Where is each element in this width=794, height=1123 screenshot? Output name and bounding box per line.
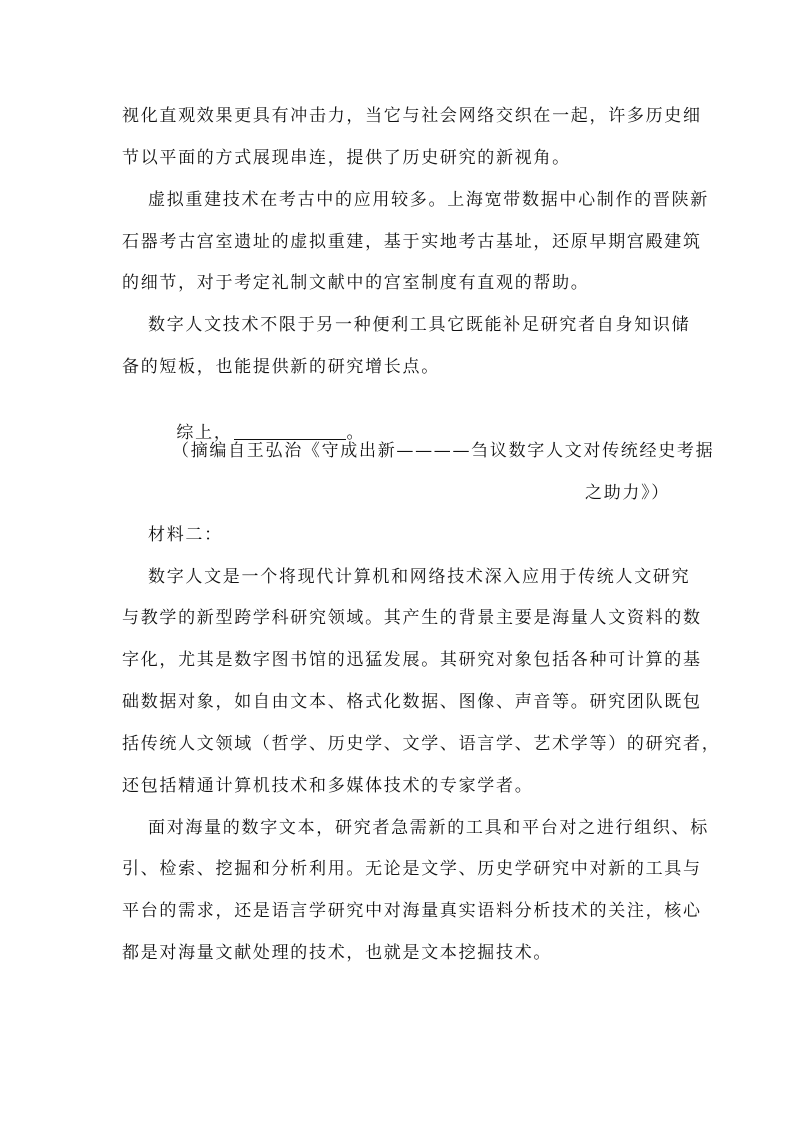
paragraph-line: 石器考古宫室遗址的虚拟重建，基于实地考古基址，还原早期宫殿建筑 <box>122 232 702 252</box>
paragraph-line: 平台的需求，还是语言学研究中对海量真实语料分析技术的关注，核心 <box>122 901 702 921</box>
answer-blank <box>234 424 346 440</box>
summary-suffix: 。 <box>346 423 366 443</box>
paragraph-line: 字化，尤其是数字图书馆的迅猛发展。其研究对象包括各种可计算的基 <box>122 650 702 670</box>
paragraph-line: 都是对海量文献处理的技术，也就是文本挖掘技术。 <box>122 943 553 963</box>
paragraph-line: 虚拟重建技术在考古中的应用较多。上海宽带数据中心制作的晋陕新 <box>148 190 709 210</box>
paragraph-line: 视化直观效果更具有冲击力，当它与社会网络交织在一起，许多历史细 <box>122 106 702 126</box>
section-heading: 材料二： <box>148 525 223 545</box>
paragraph-line: 与教学的新型跨学科研究领域。其产生的背景主要是海量人文资料的数 <box>122 608 702 628</box>
paragraph-line: 的细节，对于考定礼制文献中的宫室制度有直观的帮助。 <box>122 273 590 293</box>
paragraph-line: 括传统人文领域（哲学、历史学、文学、语言学、艺术学等）的研究者， <box>122 734 721 754</box>
source-citation-end: 之助力》） <box>585 483 670 503</box>
source-citation: （摘编自王弘治《守成出新————刍议数字人文对传统经史考据 <box>172 441 715 461</box>
paragraph-line: 引、检索、挖掘和分析利用。无论是文学、历史学研究中对新的工具与 <box>122 859 702 879</box>
summary-prefix: 综上， <box>176 423 233 443</box>
paragraph-line: 还包括精通计算机技术和多媒体技术的专家学者。 <box>122 776 534 796</box>
paragraph-line: 数字人文是一个将现代计算机和网络技术深入应用于传统人文研究 <box>148 567 691 587</box>
paragraph-line: 节以平面的方式展现串连，提供了历史研究的新视角。 <box>122 148 571 168</box>
paragraph-line: 面对海量的数字文本，研究者急需新的工具和平台对之进行组织、标 <box>148 818 709 838</box>
paragraph-line: 数字人文技术不限于另一种便利工具它既能补足研究者自身知识储 <box>148 315 691 335</box>
paragraph-line: 备的短板，也能提供新的研究增长点。 <box>122 357 440 377</box>
paragraph-line: 础数据对象，如自由文本、格式化数据、图像、声音等。研究团队既包 <box>122 692 702 712</box>
